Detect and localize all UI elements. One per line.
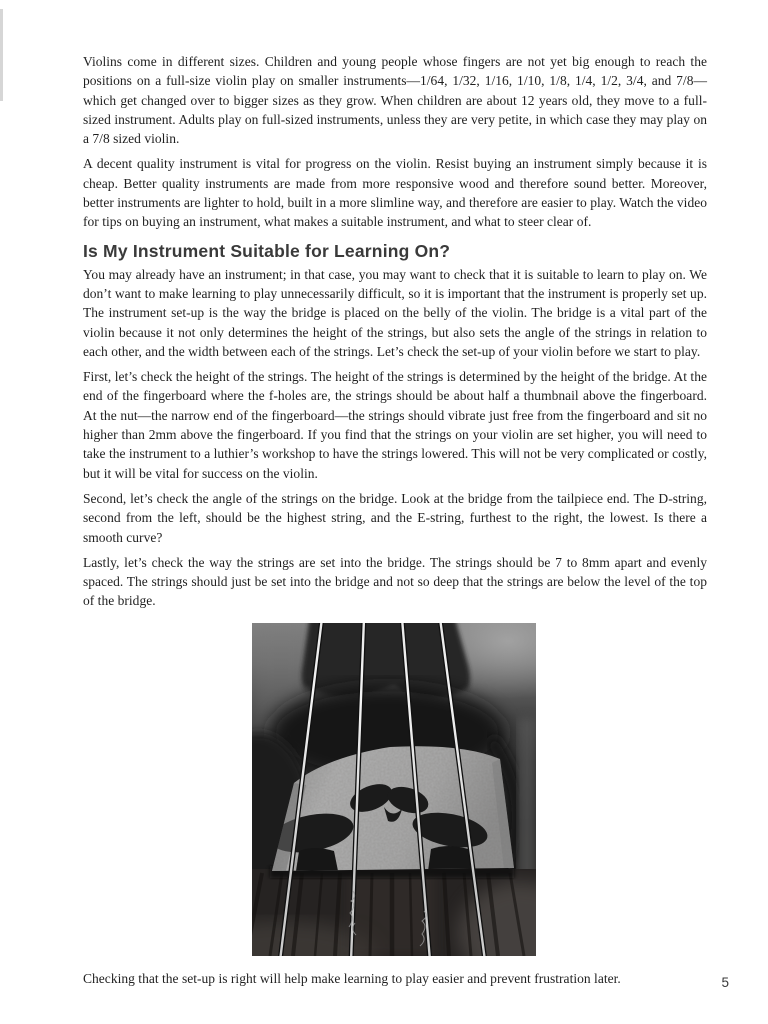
paragraph-string-angle: Second, let’s check the angle of the strings on the bridge. Look at the bridge from the tailpiece end. The D-string, second from the left, should be the highest string, and the E-string, furthest to the right, the lowest. Is there a smooth curve? [83, 490, 707, 545]
closing-paragraph: Checking that the set-up is right will help make learning to play easier and prevent frustration later. [83, 970, 621, 986]
violin-bridge-photo [252, 623, 536, 956]
paragraph-violin-sizes: Violins come in different sizes. Children and young people whose fingers are not yet big enough to reach the positions on a full-size violin play on smaller instruments—1/64, 1/32, 1/16, 1/10, 1/8, 1/4, 1/2, 3/4, and 7/8—which get changed over to bigger sizes as they grow. When children are about 12 years old, they move to a full-sized instrument. Adults play on full-sized instruments, unless they are very petite, in which case they may play on a 7/8 sized violin. [83, 54, 707, 147]
page-content [83, 52, 707, 994]
page-edge-artifact [0, 9, 3, 101]
violin-bridge-photo-graphic [252, 623, 536, 956]
section-heading: Is My Instrument Suitable for Learning On? [83, 240, 451, 261]
paragraph-string-spacing: Lastly, let’s check the way the strings are set into the bridge. The strings should be 7 to 8mm apart and evenly spaced. The strings should just be set into the bridge and not so deep that the strings are below the level of the top of the bridge. [83, 554, 707, 609]
paragraph-check-setup: You may already have an instrument; in that case, you may want to check that it is suitable to learn to play on. We don’t want to make learning to play unnecessarily difficult, so it is important that the instrument is properly set up. The instrument set-up is the way the bridge is placed on the belly of the violin. The bridge is a vital part of the violin because it not only determines the height of the strings, but also sets the angle of the strings in relation to each other, and the width between each of the strings. Let’s check the set-up of your violin before we start to play. [83, 266, 707, 359]
paragraph-instrument-quality: A decent quality instrument is vital for progress on the violin. Resist buying an instrument simply because it is cheap. Better quality instruments are made from more responsive wood and therefore sound better. Moreover, better instruments are lighter to hold, built in a more slimline way, and therefore are easier to play. Watch the video for tips on buying an instrument, what makes a suitable instrument, and what to steer clear of. [83, 156, 707, 230]
page-number: 5 [721, 975, 729, 990]
paragraph-string-height: First, let’s check the height of the strings. The height of the strings is determined by the height of the bridge. At the end of the fingerboard where the f-holes are, the strings should be about half a thumbnail above the fingerboard. At the nut—the narrow end of the fingerboard—the strings should vibrate just free from the fingerboard and sit no higher than 2mm above the fingerboard. If you find that the strings on your violin are set higher, you will need to take the instrument to a luthier’s workshop to have the strings lowered. This will not be very complicated or costly, but it will be vital for success on the violin. [83, 369, 707, 481]
